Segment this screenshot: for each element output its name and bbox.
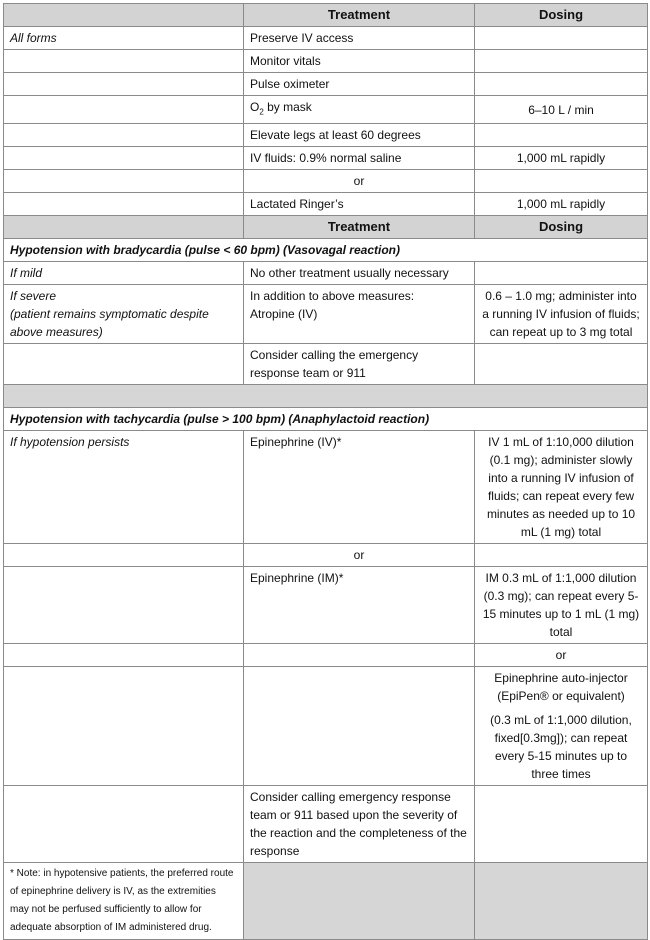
section-heading-tachycardia [4, 408, 648, 431]
section-heading-bradycardia [4, 239, 648, 262]
epinephrine-im: Epinephrine (IM)* [244, 567, 475, 644]
auto-injector-dilution: (0.3 mL of 1:1,000 dilution, fixed[0.3mg]); can repeat every 5-15 minutes up to three times [490, 713, 632, 782]
table-row [4, 73, 648, 96]
lactated-ringers: Lactated Ringer’s [244, 193, 475, 216]
table-row [4, 567, 648, 644]
auto-injector-dose [475, 667, 648, 786]
or-separator: or [244, 544, 475, 567]
header-row [4, 4, 648, 27]
header-dosing-2: Dosing [475, 216, 648, 239]
table-row [4, 262, 648, 285]
epinephrine-iv: Epinephrine (IV)* [244, 431, 475, 544]
table-row [4, 147, 648, 170]
header-blank [4, 4, 244, 27]
epinephrine-iv-dose: IV 1 mL of 1:10,000 dilution (0.1 mg); administer slowly into a running IV infusion of fluids; can repeat every few minutes as needed up to 10 mL (1 mg) total [475, 431, 648, 544]
table-row [4, 50, 648, 73]
lactated-ringers-dose: 1,000 mL rapidly [475, 193, 648, 216]
table-row [4, 193, 648, 216]
oxygen-mask: $O_2$ by mask [244, 96, 475, 124]
persists-label: If hypotension persists [4, 431, 244, 544]
or-separator: or [475, 644, 648, 667]
elevate-legs: Elevate legs at least 60 degrees [244, 124, 475, 147]
treatment-table [3, 3, 648, 940]
table-row [4, 170, 648, 193]
footnote: * Note: in hypotensive patients, the preferred route of epinephrine delivery is IV, as the extremities may not be perfused sufficiently to allow for adequate absorption of IM administered drug. [4, 863, 244, 940]
table-row [4, 344, 648, 385]
iv-saline-dose: 1,000 mL rapidly [475, 147, 648, 170]
atropine-dose: 0.6 – 1.0 mg; administer into a running IV infusion of fluids; can repeat up to 3 mg total [475, 285, 648, 344]
atropine: Atropine (IV) [250, 307, 318, 322]
table-row [4, 431, 648, 544]
epinephrine-im-dose: IM 0.3 mL of 1:1,000 dilution (0.3 mg); can repeat every 5-15 minutes up to 1 mL (1 mg) total [475, 567, 648, 644]
table-row [4, 285, 648, 344]
severe-label-cell [4, 285, 244, 344]
table-row [4, 27, 648, 50]
tachycardia-title: Hypotension with tachycardia (pulse > 100 bpm) (Anaphylactoid reaction) [4, 408, 648, 431]
severe-treatment: In addition to above measures: Atropine (IV) [244, 285, 475, 344]
mild-label: If mild [4, 262, 244, 285]
severe-note: (patient remains symptomatic despite above measures) [10, 307, 209, 340]
table-row [4, 96, 648, 124]
iv-saline: IV fluids: 0.9% normal saline [244, 147, 475, 170]
all-forms-label: All forms [4, 27, 244, 50]
table-row [4, 644, 648, 667]
table-row [4, 667, 648, 786]
footnote-row [4, 863, 648, 940]
brady-call-911: Consider calling the emergency response team or 911 [244, 344, 475, 385]
mild-treatment: No other treatment usually necessary [244, 262, 475, 285]
auto-injector: Epinephrine auto-injector (EpiPen® or equivalent) [494, 671, 628, 704]
pulse-oximeter: Pulse oximeter [244, 73, 475, 96]
bradycardia-title: Hypotension with bradycardia (pulse < 60 bpm) (Vasovagal reaction) [4, 239, 648, 262]
header-treatment: Treatment [244, 4, 475, 27]
header-row-2 [4, 216, 648, 239]
header-dosing: Dosing [475, 4, 648, 27]
severe-label: If severe [10, 289, 57, 304]
header-treatment-2: Treatment [244, 216, 475, 239]
preserve-iv: Preserve IV access [244, 27, 475, 50]
oxygen-dose: 6–10 L / min [475, 96, 648, 124]
table-row [4, 544, 648, 567]
monitor-vitals: Monitor vitals [244, 50, 475, 73]
table-row [4, 124, 648, 147]
table-row [4, 786, 648, 863]
spacer-row [4, 385, 648, 408]
tachy-call-911: Consider calling emergency response team or 911 based upon the severity of the reaction and the completeness of the response [244, 786, 475, 863]
or-separator: or [244, 170, 475, 193]
